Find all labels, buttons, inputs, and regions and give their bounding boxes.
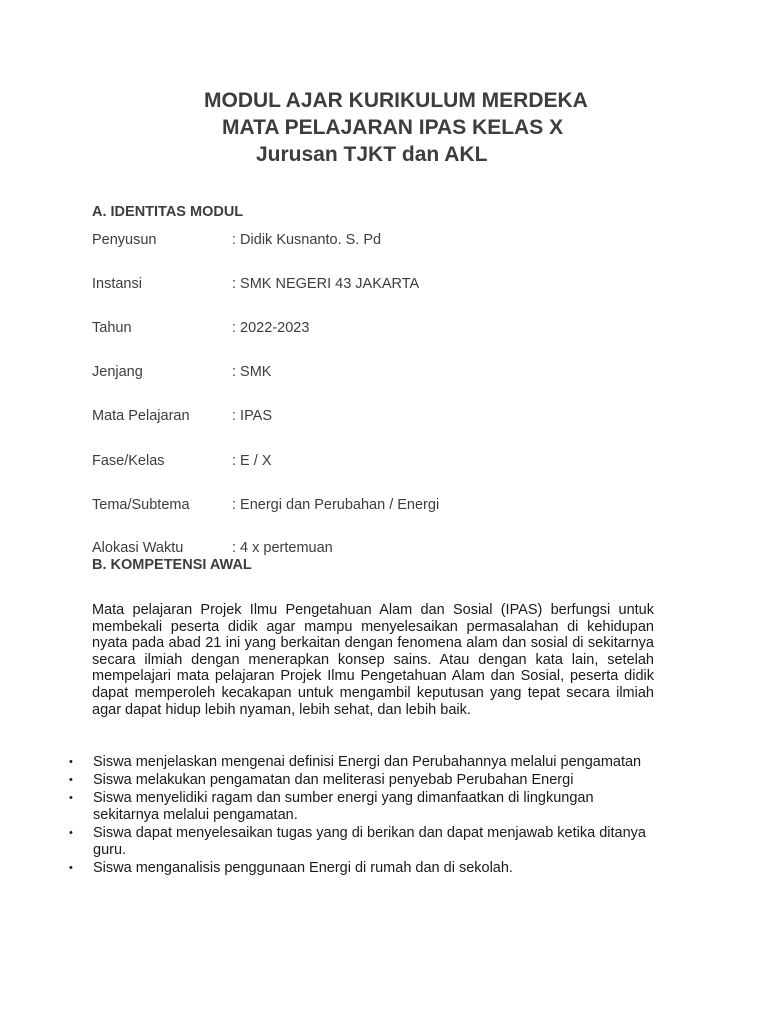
identity-value: : SMK bbox=[232, 364, 272, 380]
identity-label: Jenjang bbox=[92, 364, 143, 380]
identity-label: Instansi bbox=[92, 276, 142, 292]
bullet-icon: • bbox=[69, 862, 73, 874]
identity-value: : Didik Kusnanto. S. Pd bbox=[232, 232, 382, 248]
list-item-text: Siswa menyelidiki ragam dan sumber energi yang dimanfaatkan di lingkungan sekitarnya melalui pengamatan. bbox=[93, 790, 594, 823]
identity-value: : 4 x pertemuan bbox=[232, 540, 333, 556]
bullet-icon: • bbox=[69, 774, 73, 786]
title-line-2: MATA PELAJARAN IPAS KELAS X bbox=[222, 116, 564, 139]
bullet-icon: • bbox=[69, 756, 73, 768]
list-item-text: Siswa melakukan pengamatan dan meliterasi penyebab Perubahan Energi bbox=[93, 772, 574, 788]
section-b-heading: B. KOMPETENSI AWAL bbox=[92, 557, 252, 573]
identity-value: : IPAS bbox=[232, 408, 273, 424]
bullet-icon: • bbox=[69, 827, 73, 839]
list-item bbox=[0, 860, 653, 877]
list-item-text: Siswa dapat menyelesaikan tugas yang di berikan dan dapat menjawab ketika ditanya guru. bbox=[93, 825, 646, 858]
bullet-icon: • bbox=[69, 792, 73, 804]
identity-value: : Energi dan Perubahan / Energi bbox=[232, 497, 440, 513]
list-item bbox=[0, 825, 653, 859]
list-item bbox=[0, 772, 653, 789]
title-line-3: Jurusan TJKT dan AKL bbox=[256, 143, 488, 166]
kompetensi-paragraph: Mata pelajaran Projek Ilmu Pengetahuan Alam dan Sosial (IPAS) berfungsi untuk membekali peserta didik agar mampu menyelesaikan permasalahan di kehidupan nyata pada abad 21 ini yang berkaitan dengan fenomena alam dan sosial di sekitarnya secara ilmiah dengan menerapkan konsep sains. Atau dengan kata lain, setelah mempelajari mata pelajaran Projek Ilmu Pengetahuan Alam dan Sosial, peserta didik dapat memperoleh kecakapan untuk mengambil keputusan yang tepat secara ilmiah agar dapat hidup lebih nyaman, lebih sehat, dan lebih baik. bbox=[92, 602, 654, 718]
list-item-text: Siswa menganalisis penggunaan Energi di rumah dan di sekolah. bbox=[93, 860, 513, 876]
identity-label: Penyusun bbox=[92, 232, 157, 248]
identity-label: Fase/Kelas bbox=[92, 453, 165, 469]
identity-value: : 2022-2023 bbox=[232, 320, 310, 336]
identity-value: : SMK NEGERI 43 JAKARTA bbox=[232, 276, 420, 292]
section-a-heading: A. IDENTITAS MODUL bbox=[92, 204, 244, 220]
identity-label: Tahun bbox=[92, 320, 132, 336]
list-item bbox=[0, 790, 653, 824]
identity-label: Tema/Subtema bbox=[92, 497, 190, 513]
identity-label: Alokasi Waktu bbox=[92, 540, 184, 556]
identity-value: : E / X bbox=[232, 453, 272, 469]
kompetensi-bullet-list bbox=[0, 754, 768, 878]
title-line-1: MODUL AJAR KURIKULUM MERDEKA bbox=[204, 89, 588, 112]
list-item bbox=[0, 754, 653, 771]
identity-label: Mata Pelajaran bbox=[92, 408, 190, 424]
list-item-text: Siswa menjelaskan mengenai definisi Energi dan Perubahannya melalui pengamatan bbox=[93, 754, 642, 770]
